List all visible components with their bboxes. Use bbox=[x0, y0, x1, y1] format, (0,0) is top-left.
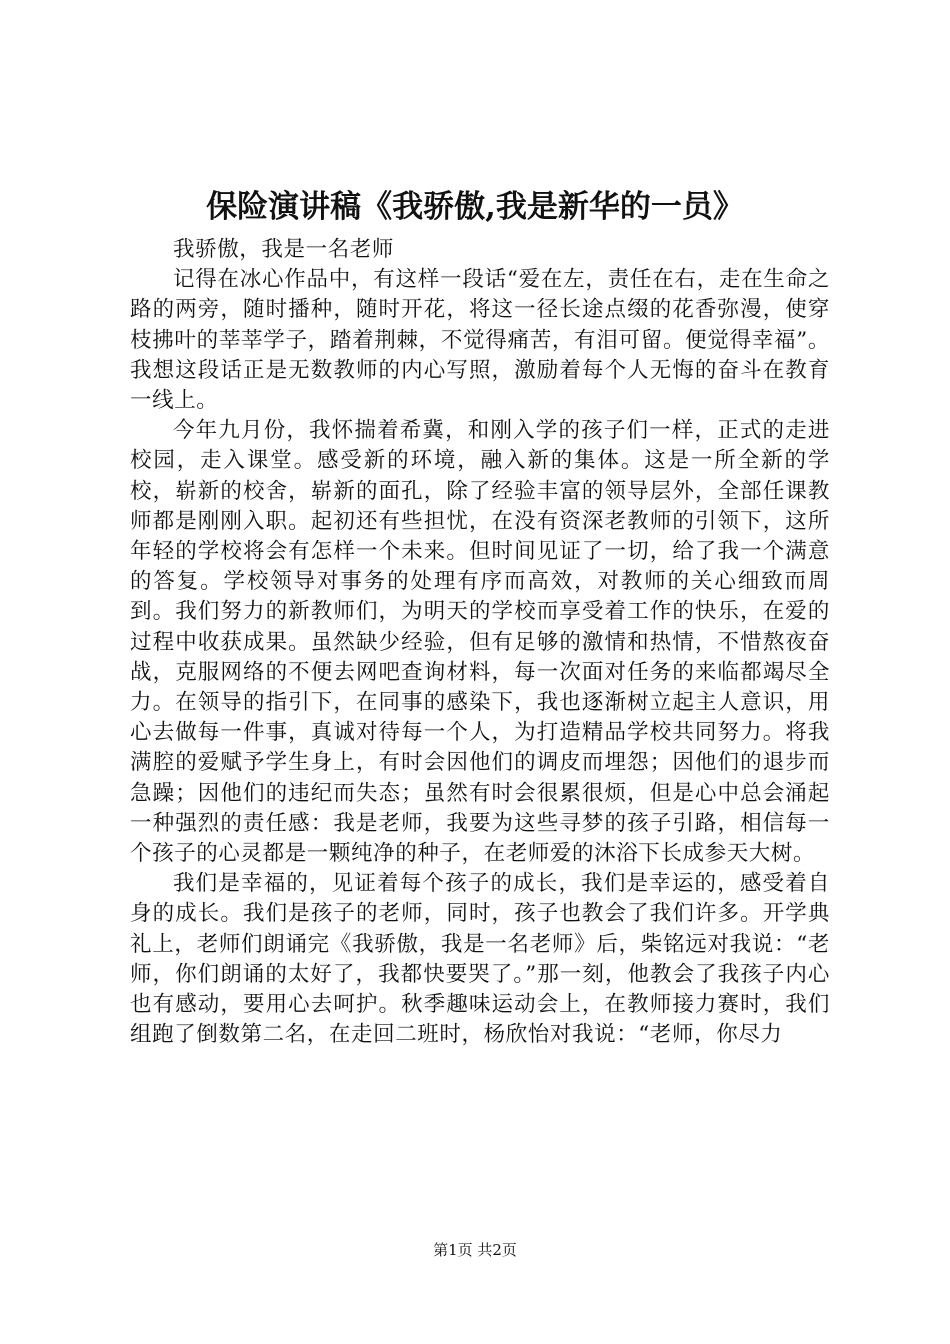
document-title: 保险演讲稿《我骄傲,我是新华的一员》 bbox=[206, 189, 744, 225]
document-body bbox=[130, 235, 830, 1050]
paragraph-3: 今年九月份，我怀揣着希冀，和刚入学的孩子们一样，正式的走进校园，走入课堂。感受新的环境，融入新的集体。这是一所全新的学校，崭新的校舍，崭新的面孔，除了经验丰富的领导层外，全部任课教师都是刚刚入职。起初还有些担忧，在没有资深老教师的引领下，这所年轻的学校将会有怎样一个未来。但时间见证了一切，给了我一个满意的答复。学校领导对事务的处理有序而高效，对教师的关心细致而周到。我们努力的新教师们，为明天的学校而享受着工作的快乐，在爱的过程中收获成果。虽然缺少经验，但有足够的激情和热情，不惜熬夜奋战，克服网络的不便去网吧查询材料，每一次面对任务的来临都竭尽全力。在领导的指引下，在同事的感染下，我也逐渐树立起主人意识，用心去做每一件事，真诚对待每一个人，为打造精品学校共同努力。将我满腔的爱赋予学生身上，有时会因他们的调皮而埋怨；因他们的退步而急躁；因他们的违纪而失态；虽然有时会很累很烦，但是心中总会涌起一种强烈的责任感：我是老师，我要为这些寻梦的孩子引路，相信每一个孩子的心灵都是一颗纯净的种子，在老师爱的沐浴下长成参天大树。 bbox=[130, 418, 830, 867]
paragraph-1: 我骄傲，我是一名老师 bbox=[173, 237, 395, 262]
paragraph-4: 我们是幸福的，见证着每个孩子的成长，我们是幸运的，感受着自身的成长。我们是孩子的老师，同时，孩子也教会了我们许多。开学典礼上，老师们朗诵完《我骄傲，我是一名老师》后，柴铭远对我说：“老师，你们朗诵的太好了，我都快要哭了。”那一刻，他教会了我孩子内心也有感动，要用心去呵护。秋季趣味运动会上，在教师接力赛时，我们组跑了倒数第二名，在走回二班时，杨欣怡对我说：“老师，你尽力 bbox=[130, 871, 830, 1048]
page-footer: 第1页 共2页 bbox=[433, 1241, 517, 1259]
paragraph-2: 记得在冰心作品中，有这样一段话“爱在左，责任在右，走在生命之路的两旁，随时播种，随时开花，将这一径长途点缀的花香弥漫，使穿枝拂叶的莘莘学子，踏着荆棘，不觉得痛苦，有泪可留。便觉得幸福”。我想这段话正是无数教师的内心写照，激励着每个人无悔的奋斗在教育一线上。 bbox=[130, 267, 830, 414]
